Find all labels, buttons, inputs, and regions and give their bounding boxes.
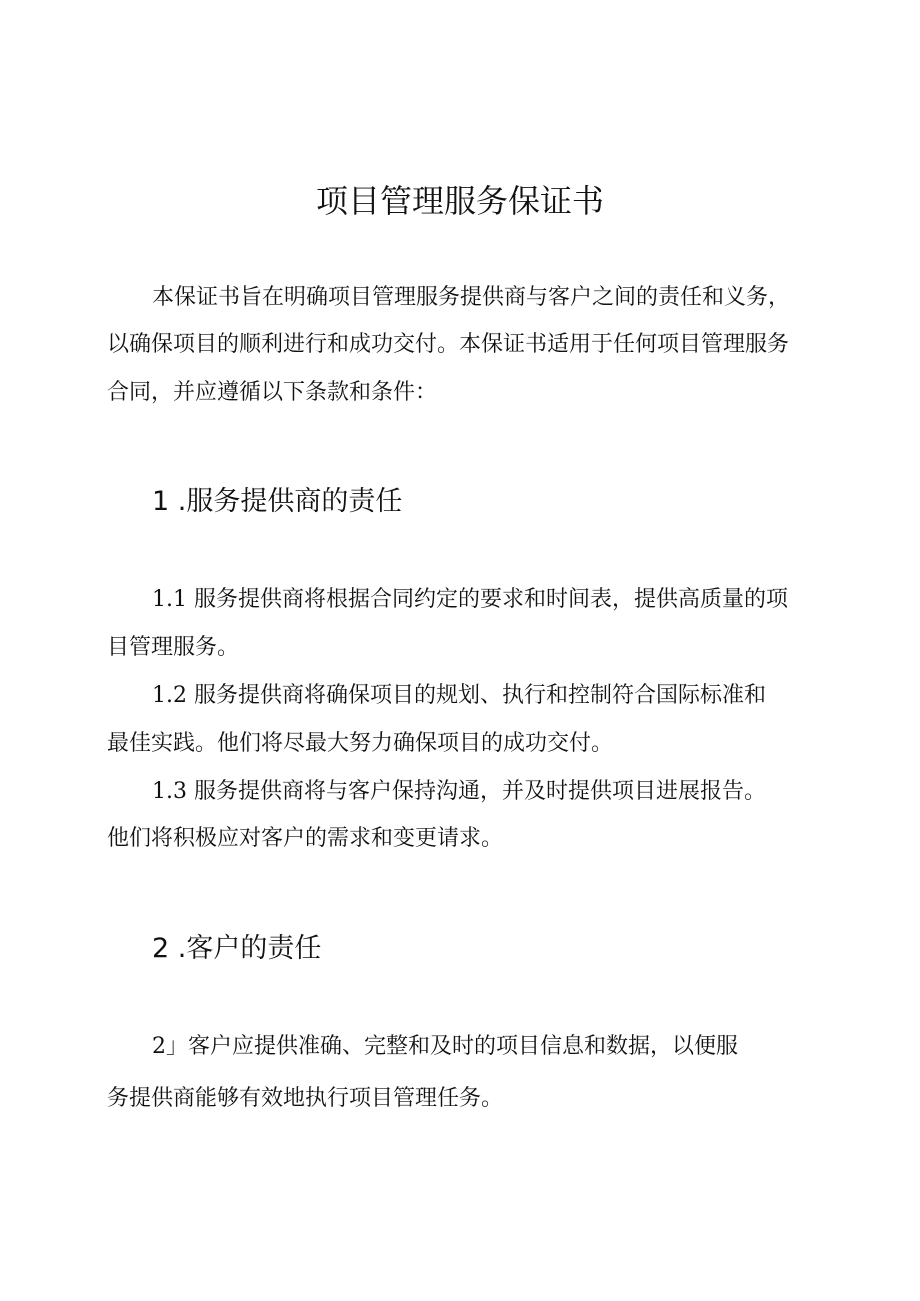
section-1-line-4: 最佳实践。他们将尽最大努力确保项目的成功交付。 [107,731,614,756]
intro-line-1: 本保证书旨在明确项目管理服务提供商与客户之间的责任和义务， [152,285,791,310]
section-1-line-5: 1.3 服务提供商将与客户保持沟通，并及时提供项目进展报告。 [152,779,766,804]
section-2-line-2: 务提供商能够有效地执行项目管理任务。 [107,1086,504,1111]
section-1-line-3: 1.2 服务提供商将确保项目的规划、执行和控制符合国际标准和 [152,683,766,708]
section-1-line-2: 目管理服务。 [107,635,240,660]
intro-line-2: 以确保项目的顺利进行和成功交付。本保证书适用于任何项目管理服务 [107,332,790,357]
section-1-heading: 1 .服务提供商的责任 [152,486,403,517]
intro-line-3: 合同，并应遵循以下条款和条件： [107,380,438,405]
section-2-heading: 2 .客户的责任 [152,933,322,964]
section-2-line-1: 2」客户应提供准确、完整和及时的项目信息和数据，以便服 [152,1034,738,1059]
section-1-line-6: 他们将积极应对客户的需求和变更请求。 [107,826,504,851]
document-title: 项目管理服务保证书 [315,182,604,220]
section-1-line-1: 1.1 服务提供商将根据合同约定的要求和时间表，提供高质量的项 [152,587,788,612]
